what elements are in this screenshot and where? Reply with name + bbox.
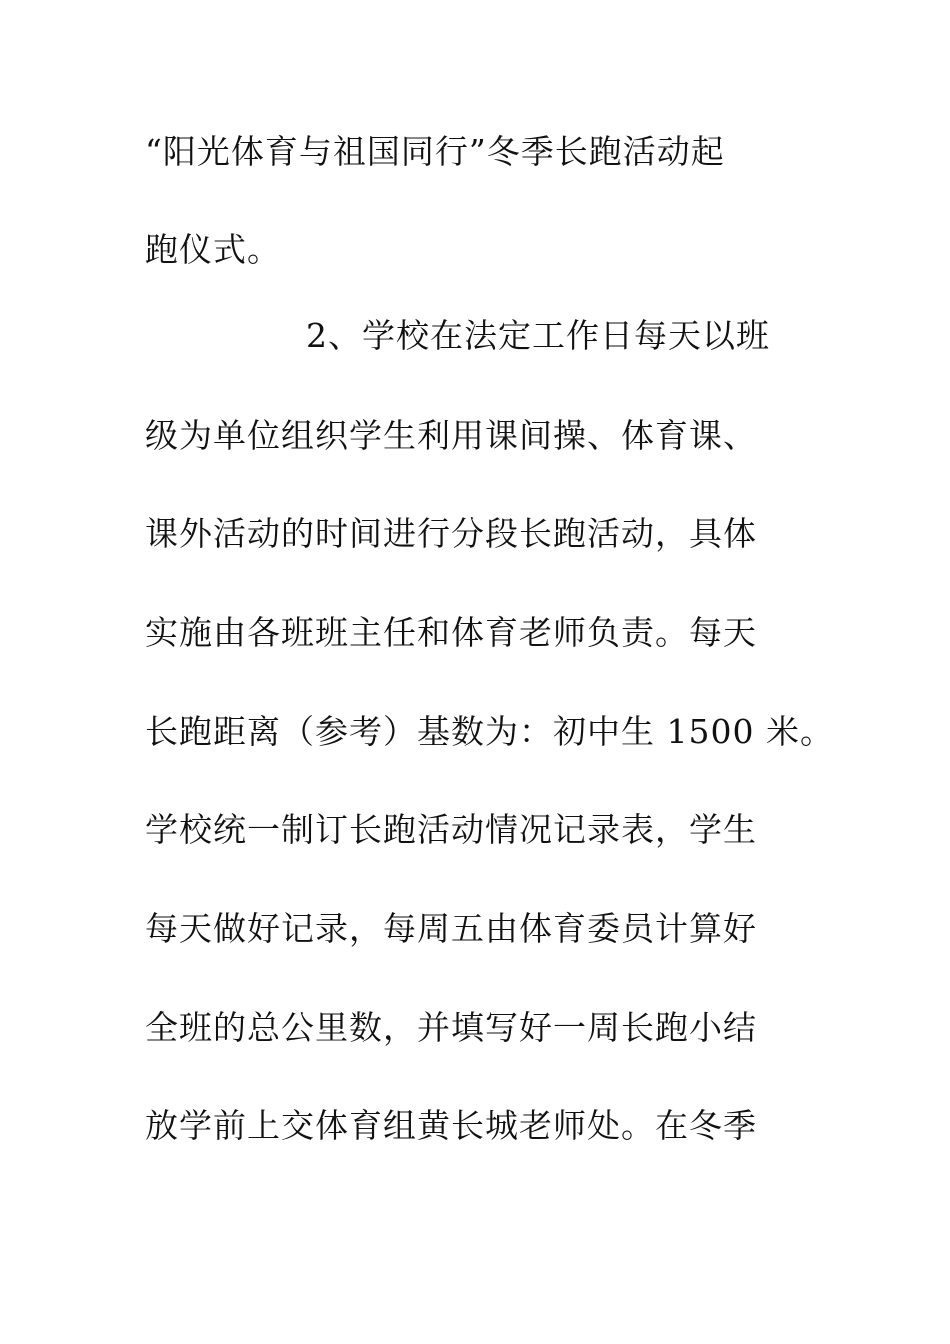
text-line-3: 2、学校在法定工作日每天以班 <box>306 316 770 355</box>
text-line-4: 级为单位组织学生利用课间操、体育课、 <box>145 416 757 455</box>
text-line-2: 跑仪式。 <box>145 230 281 269</box>
text-line-7: 长跑距离（参考）基数为：初中生 1500 米。 <box>145 712 834 751</box>
text-line-11: 放学前上交体育组黄长城老师处。在冬季 <box>145 1106 757 1145</box>
text-line-10: 全班的总公里数，并填写好一周长跑小结 <box>145 1008 757 1047</box>
text-line-9: 每天做好记录，每周五由体育委员计算好 <box>145 909 757 948</box>
text-line-8: 学校统一制订长跑活动情况记录表，学生 <box>145 810 757 849</box>
text-line-6: 实施由各班班主任和体育老师负责。每天 <box>145 613 757 652</box>
text-line-1: “阳光体育与祖国同行”冬季长跑活动起 <box>145 132 725 171</box>
text-line-5: 课外活动的时间进行分段长跑活动，具体 <box>145 514 757 553</box>
